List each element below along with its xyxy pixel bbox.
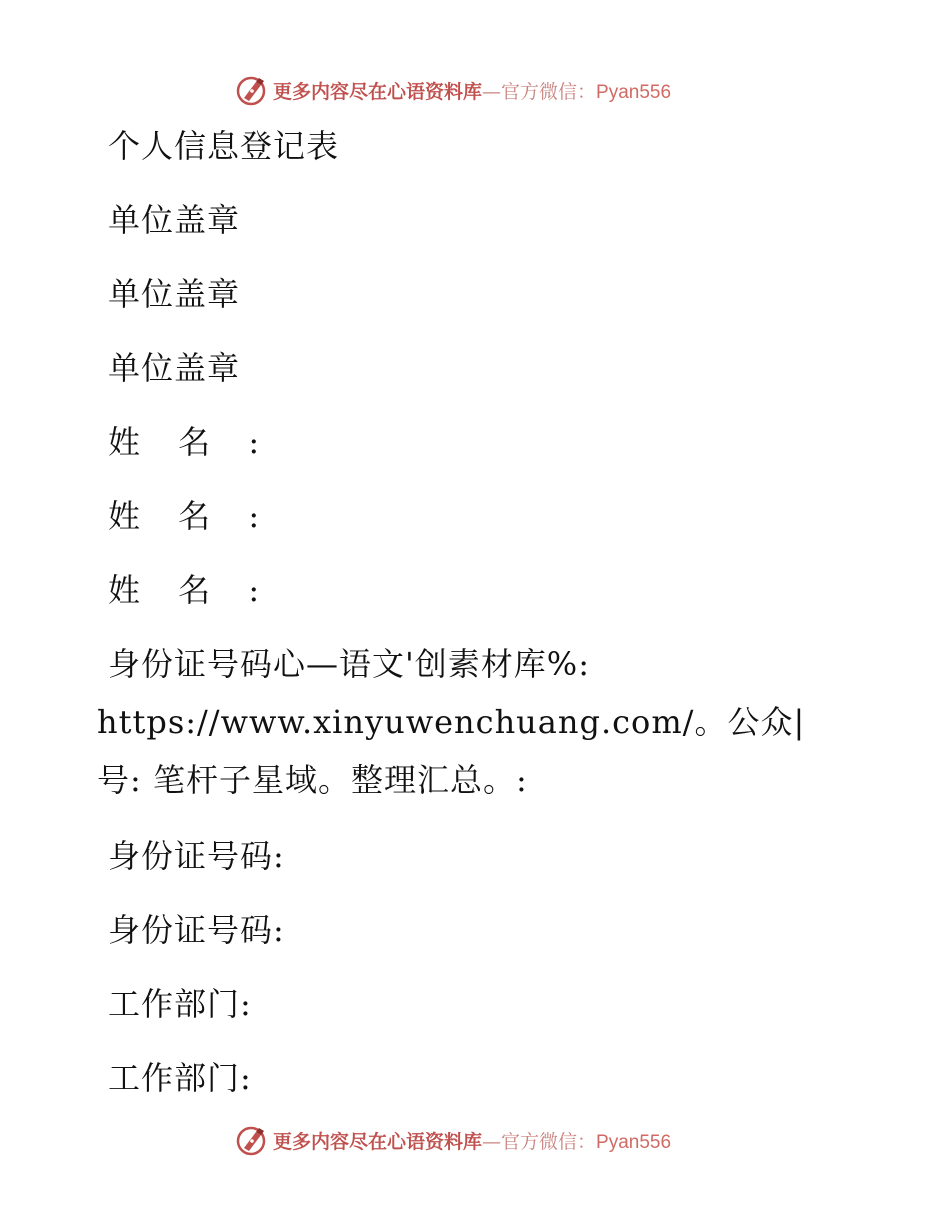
banner-text [273, 1127, 671, 1154]
id-source-paragraph-text: 身份证号码心—语文'创素材库%: https://www.xinyuwenchuang.com/。公众|号: 笔杆子星域。整理汇总。: [97, 645, 806, 799]
banner-wechat-id: Pyan556 [596, 81, 672, 103]
seal-line-3: 单位盖章 [108, 349, 241, 387]
name-line-2: 姓 名 : [108, 497, 274, 535]
page-title: 个人信息登记表 [108, 127, 340, 165]
department-line-2: 工作部门: [108, 1059, 252, 1097]
pen-logo-icon [235, 1124, 267, 1156]
name-line-1: 姓 名 : [108, 423, 274, 461]
seal-line-2: 单位盖章 [108, 275, 241, 313]
banner-dash: — [482, 80, 502, 103]
banner-wechat-label: 官方微信： [501, 1130, 597, 1153]
banner-site-name: 更多内容尽在心语资料库 [273, 80, 483, 103]
banner-dash: — [482, 1130, 502, 1153]
seal-line-1: 单位盖章 [108, 201, 241, 239]
id-number-line-2: 身份证号码: [108, 911, 285, 949]
pen-logo-icon [235, 74, 267, 106]
header-banner [235, 70, 671, 110]
footer-banner [235, 1120, 671, 1160]
department-line-1: 工作部门: [108, 985, 252, 1023]
banner-wechat-label: 官方微信： [501, 80, 597, 103]
id-source-paragraph [97, 635, 827, 809]
name-line-3: 姓 名 : [108, 571, 274, 609]
banner-wechat-id: Pyan556 [596, 1131, 672, 1153]
id-number-line-1: 身份证号码: [108, 837, 285, 875]
banner-site-name: 更多内容尽在心语资料库 [273, 1130, 483, 1153]
banner-text [273, 77, 671, 104]
